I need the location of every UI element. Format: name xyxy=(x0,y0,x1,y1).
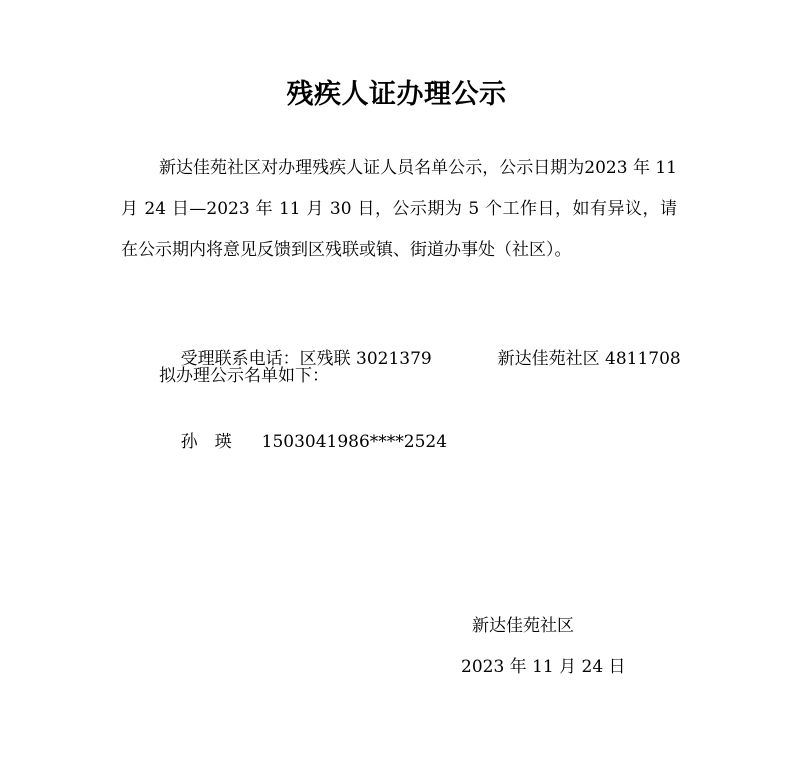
list-item xyxy=(159,406,232,478)
list-item-name: 孙 瑛 xyxy=(180,432,232,452)
list-intro: 拟办理公示名单如下： xyxy=(159,366,329,386)
contact-community: 新达佳苑社区 4811708 xyxy=(497,349,681,369)
contact-disabled-federation: 区残联 3021379 xyxy=(299,349,432,369)
page-title: 残疾人证办理公示 xyxy=(286,79,507,110)
signature-org: 新达佳苑社区 xyxy=(472,616,574,636)
contact-label: 受理联系电话： xyxy=(180,349,300,369)
signature-date: 2023 年 11 月 24 日 xyxy=(461,657,626,677)
notice-body xyxy=(121,148,677,271)
contact-community-line xyxy=(476,323,681,395)
list-item-id-line xyxy=(240,406,447,478)
list-item-id-number: 1503041986****2524 xyxy=(261,432,448,452)
notice-paragraph: 新达佳苑社区对办理残疾人证人员名单公示，公示日期为2023 年 11 月 24 日—2023 年 11 月 30 日，公示期为 5 个工作日，如有异议，请在公示期内将意见反馈到区残联或镇、街道办事处（社区）。 xyxy=(121,158,677,260)
